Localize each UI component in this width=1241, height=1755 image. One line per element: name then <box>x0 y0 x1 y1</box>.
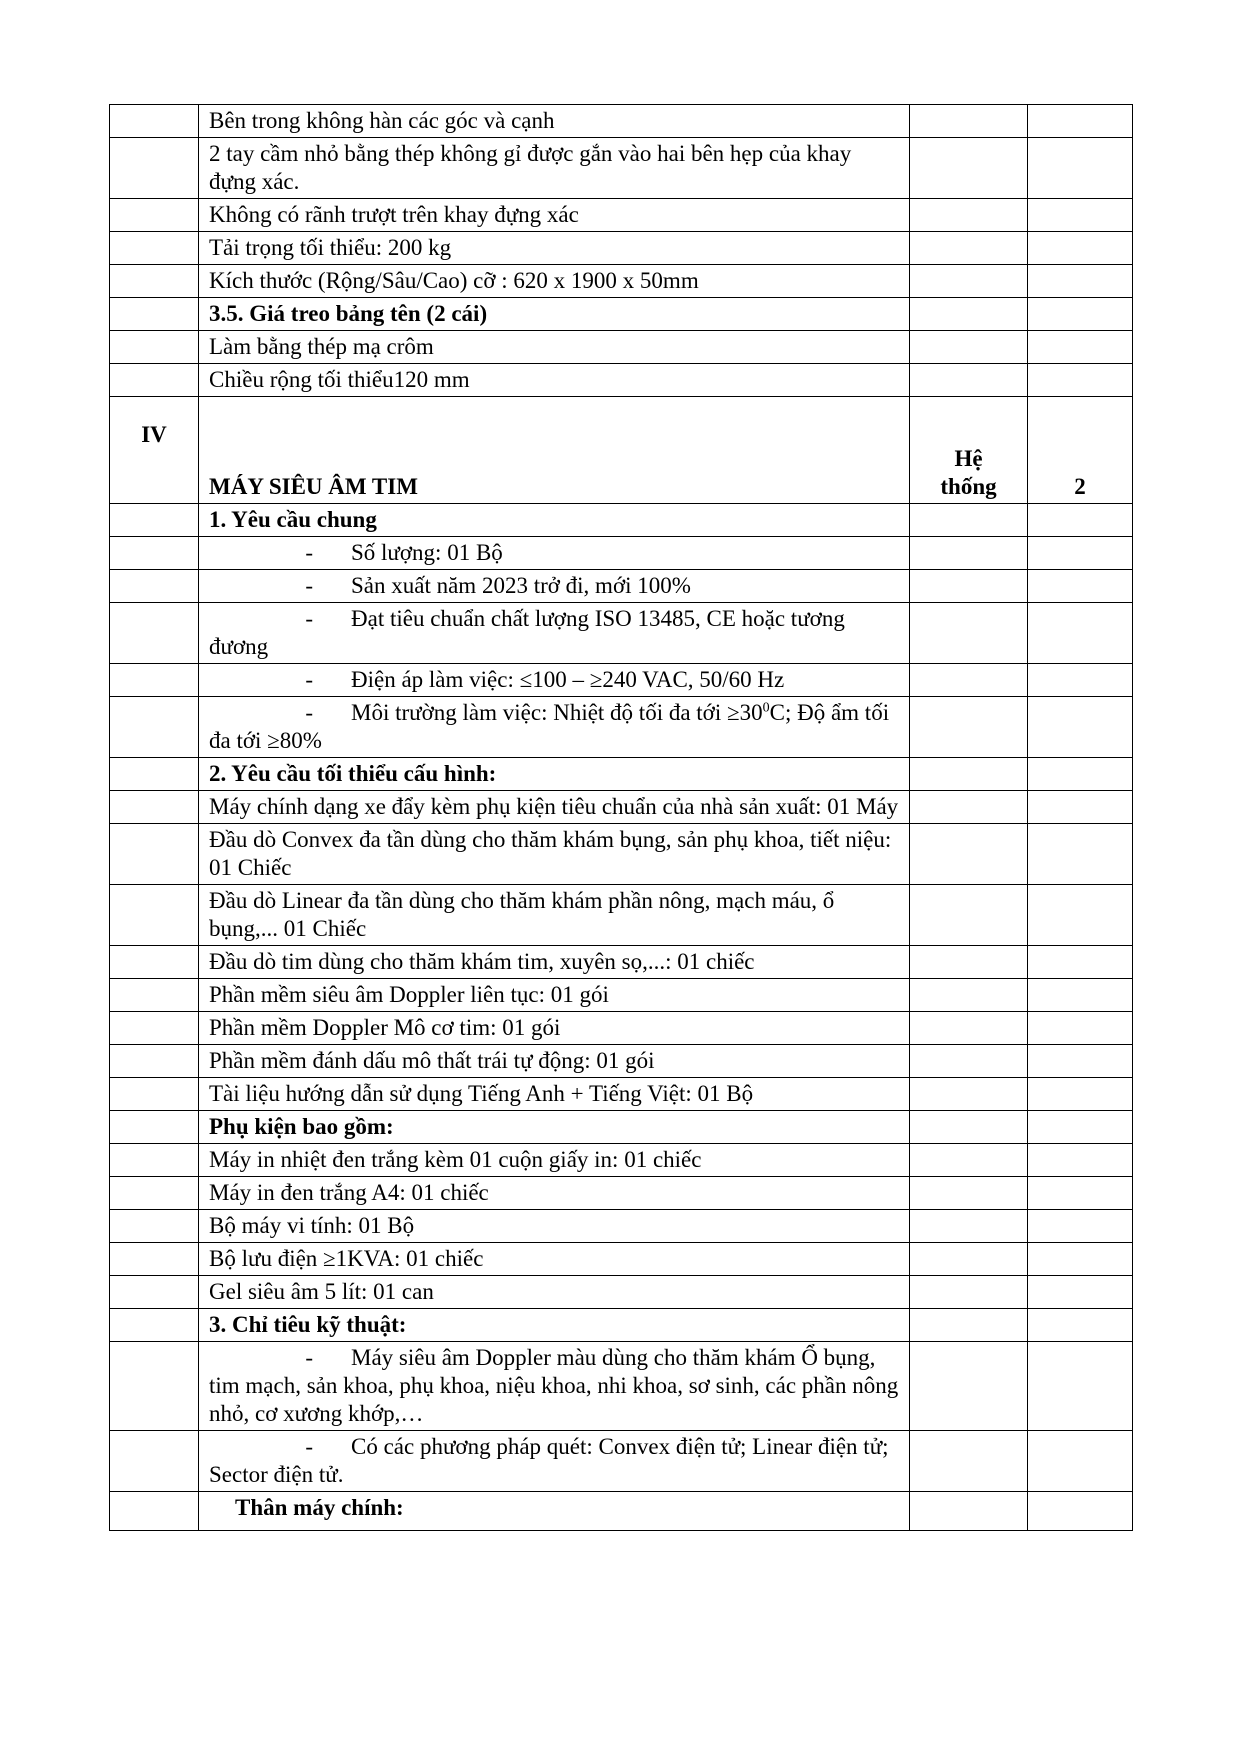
spec-table <box>109 104 1133 1531</box>
section-iv-quantity: 2 <box>1028 397 1133 504</box>
general-item-1-text: Sản xuất năm 2023 trở đi, mới 100% <box>351 573 691 598</box>
dash-marker: - <box>305 606 313 631</box>
dash-marker: - <box>305 700 313 725</box>
general-item-0-text: Số lượng: 01 Bộ <box>351 540 503 565</box>
accessory-item-4: Gel siêu âm 5 lít: 01 can <box>199 1276 910 1309</box>
general-item-3-text: Điện áp làm việc: ≤100 – ≥240 VAC, 50/60 Hz <box>351 667 785 692</box>
config-item-3-row <box>110 946 1133 979</box>
dash-marker: - <box>305 540 313 565</box>
accessory-item-0-row <box>110 1144 1133 1177</box>
config-item-0: Máy chính dạng xe đẩy kèm phụ kiện tiêu chuẩn của nhà sản xuất: 01 Máy <box>199 791 910 824</box>
main-body-heading: Thân máy chính: <box>199 1492 910 1531</box>
general-item-3 <box>199 664 910 697</box>
config-item-3: Đầu dò tim dùng cho thăm khám tim, xuyên sọ,...: 01 chiếc <box>199 946 910 979</box>
accessory-item-1-row <box>110 1177 1133 1210</box>
dash-marker: - <box>305 573 313 598</box>
technical-heading: 3. Chỉ tiêu kỹ thuật: <box>199 1309 910 1342</box>
env-sup: 0 <box>762 700 770 716</box>
config-item-4-row <box>110 979 1133 1012</box>
env-suffix: C; Độ ẩm tối đa tới ≥80% <box>209 700 890 753</box>
general-heading-row <box>110 504 1133 537</box>
dash-marker: - <box>305 1434 313 1459</box>
general-item-0-row <box>110 537 1133 570</box>
general-item-3-row <box>110 664 1133 697</box>
accessory-item-0: Máy in nhiệt đen trắng kèm 01 cuộn giấy in: 01 chiếc <box>199 1144 910 1177</box>
section-iv-unit <box>910 397 1028 504</box>
spec-item-7-row <box>110 364 1133 397</box>
spec-table-body <box>110 105 1133 1531</box>
accessory-item-1: Máy in đen trắng A4: 01 chiếc <box>199 1177 910 1210</box>
spec-item-1: 2 tay cầm nhỏ bằng thép không gỉ được gắn vào hai bên hẹp của khay đựng xác. <box>199 138 910 199</box>
config-item-5: Phần mềm Doppler Mô cơ tim: 01 gói <box>199 1012 910 1045</box>
accessory-item-2: Bộ máy vi tính: 01 Bộ <box>199 1210 910 1243</box>
dash-marker: - <box>305 1345 313 1370</box>
general-env-row <box>110 697 1133 758</box>
config-item-4: Phần mềm siêu âm Doppler liên tục: 01 gói <box>199 979 910 1012</box>
general-heading: 1. Yêu cầu chung <box>199 504 910 537</box>
config-item-2-row <box>110 885 1133 946</box>
technical-item-1-row <box>110 1431 1133 1492</box>
accessory-item-2-row <box>110 1210 1133 1243</box>
technical-item-0-row <box>110 1342 1133 1431</box>
spec-item-5-row <box>110 298 1133 331</box>
spec-item-0-row <box>110 105 1133 138</box>
technical-item-0-text: Máy siêu âm Doppler màu dùng cho thăm khám Ổ bụng, tim mạch, sản khoa, phụ khoa, niệu khoa, nhi khoa, sơ sinh, các phần nông nhỏ, cơ xương khớp,… <box>209 1345 899 1426</box>
technical-item-1-text: Có các phương pháp quét: Convex điện tử; Linear điện tử; Sector điện tử. <box>209 1434 889 1487</box>
config-item-2: Đầu dò Linear đa tần dùng cho thăm khám phần nông, mạch máu, ổ bụng,... 01 Chiếc <box>199 885 910 946</box>
accessories-heading: Phụ kiện bao gồm: <box>199 1111 910 1144</box>
general-item-1-row <box>110 570 1133 603</box>
config-item-6-row <box>110 1045 1133 1078</box>
spec-item-7: Chiều rộng tối thiểu120 mm <box>199 364 910 397</box>
spec-item-0: Bên trong không hàn các góc và cạnh <box>199 105 910 138</box>
config-item-0-row <box>110 791 1133 824</box>
env-prefix: Môi trường làm việc: Nhiệt độ tối đa tới ≥30 <box>351 700 763 725</box>
technical-item-0 <box>199 1342 910 1431</box>
config-heading: 2. Yêu cầu tối thiểu cấu hình: <box>199 758 910 791</box>
section-iv-row <box>110 397 1133 504</box>
accessories-heading-row <box>110 1111 1133 1144</box>
technical-heading-row <box>110 1309 1133 1342</box>
spec-item-6-row <box>110 331 1133 364</box>
general-env-cell <box>199 697 910 758</box>
accessory-item-3: Bộ lưu điện ≥1KVA: 01 chiếc <box>199 1243 910 1276</box>
general-item-0 <box>199 537 910 570</box>
config-item-7-row <box>110 1078 1133 1111</box>
config-item-6: Phần mềm đánh dấu mô thất trái tự động: 01 gói <box>199 1045 910 1078</box>
spec-item-2-row <box>110 199 1133 232</box>
config-item-5-row <box>110 1012 1133 1045</box>
config-heading-row <box>110 758 1133 791</box>
section-iv-title: MÁY SIÊU ÂM TIM <box>199 397 910 504</box>
general-item-2-row <box>110 603 1133 664</box>
unit-line-1: Hệ <box>954 446 983 471</box>
config-item-7: Tài liệu hướng dẫn sử dụng Tiếng Anh + Tiếng Việt: 01 Bộ <box>199 1078 910 1111</box>
spec-item-4: Kích thước (Rộng/Sâu/Cao) cỡ : 620 x 1900 x 50mm <box>199 265 910 298</box>
spec-item-5: 3.5. Giá treo bảng tên (2 cái) <box>199 298 910 331</box>
spec-item-2: Không có rãnh trượt trên khay đựng xác <box>199 199 910 232</box>
spec-item-3: Tải trọng tối thiểu: 200 kg <box>199 232 910 265</box>
general-item-2 <box>199 603 910 664</box>
config-item-1-row <box>110 824 1133 885</box>
accessory-item-3-row <box>110 1243 1133 1276</box>
spec-item-6: Làm bằng thép mạ crôm <box>199 331 910 364</box>
technical-item-1 <box>199 1431 910 1492</box>
unit-line-2: thống <box>940 474 997 499</box>
spec-item-4-row <box>110 265 1133 298</box>
accessory-item-4-row <box>110 1276 1133 1309</box>
main-body-heading-row <box>110 1492 1133 1531</box>
section-iv-number: IV <box>110 397 199 504</box>
dash-marker: - <box>305 667 313 692</box>
spec-item-1-row <box>110 138 1133 199</box>
config-item-1: Đầu dò Convex đa tần dùng cho thăm khám bụng, sản phụ khoa, tiết niệu: 01 Chiếc <box>199 824 910 885</box>
spec-item-3-row <box>110 232 1133 265</box>
general-item-2-text: Đạt tiêu chuẩn chất lượng ISO 13485, CE hoặc tương đương <box>209 606 845 659</box>
general-item-1 <box>199 570 910 603</box>
